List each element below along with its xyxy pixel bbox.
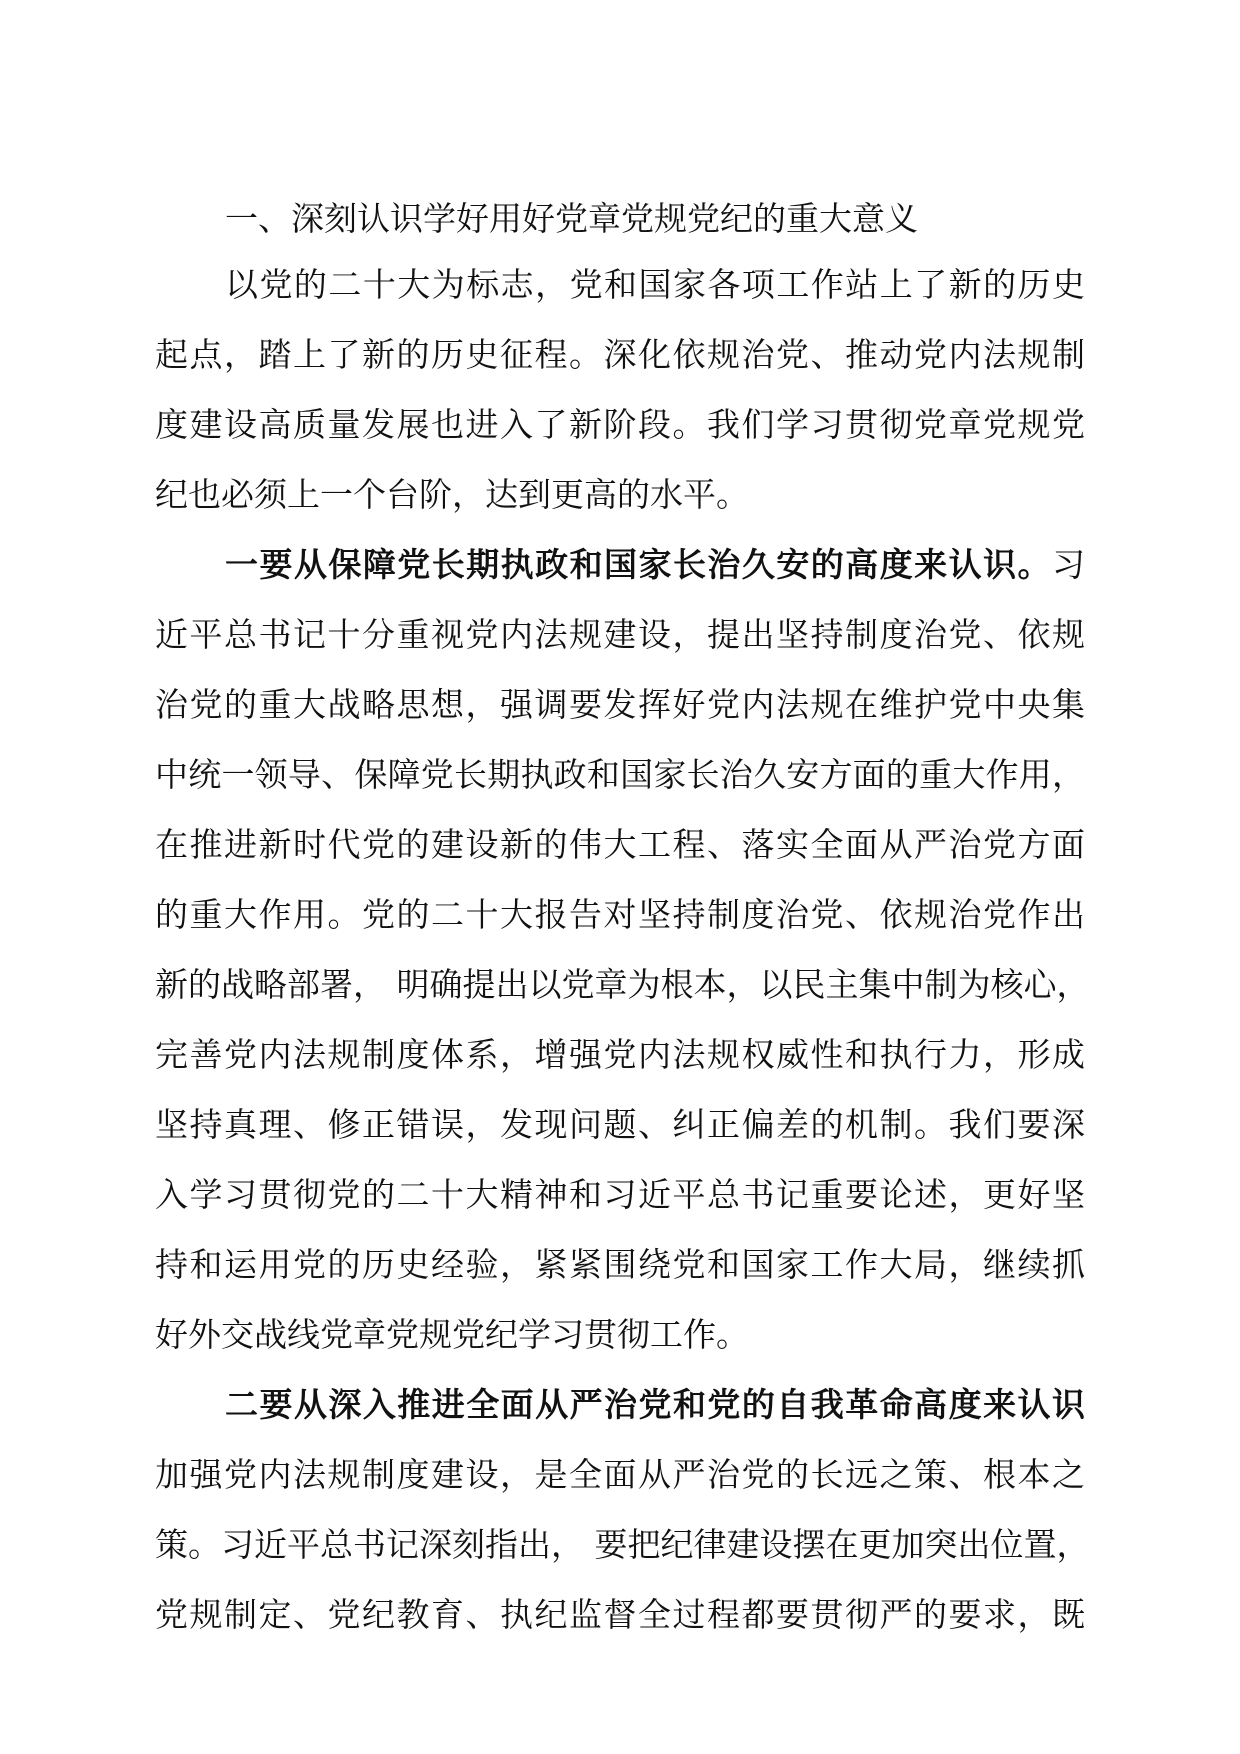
paragraph-line: 入学习贯彻党的二十大精神和习近平总书记重要论述，更好坚	[155, 1175, 1085, 1214]
paragraph-line: 新的战略部署， 明确提出以党章为根本，以民主集中制为核心，	[155, 965, 1090, 1004]
paragraph-line: 起点，踏上了新的历史征程。深化依规治党、推动党内法规制	[155, 335, 1085, 374]
document-body	[155, 188, 1090, 1650]
paragraph-line: 中统一领导、保障党长期执政和国家长治久安方面的重大作用，	[155, 755, 1085, 794]
section-heading: 一、深刻认识学好用好党章党规党纪的重大意义	[225, 199, 918, 238]
paragraph-line: 度建设高质量发展也进入了新阶段。我们学习贯彻党章党规党	[155, 405, 1085, 444]
paragraph-line: 策。习近平总书记深刻指出， 要把纪律建设摆在更加突出位置，	[155, 1525, 1090, 1564]
paragraph-line: 治党的重大战略思想，强调要发挥好党内法规在维护党中央集	[155, 685, 1085, 724]
paragraph-line: 以党的二十大为标志，党和国家各项工作站上了新的历史	[225, 265, 1085, 304]
paragraph-line: 完善党内法规制度体系，增强党内法规权威性和执行力，形成	[155, 1035, 1085, 1074]
paragraph-line: 在推进新时代党的建设新的伟大工程、落实全面从严治党方面	[155, 825, 1085, 864]
paragraph-3	[155, 1370, 1090, 1650]
lead-continuation-text: 习	[1052, 545, 1085, 584]
bold-lead-text: 二要从深入推进全面从严治党和党的自我革命高度来认识	[225, 1385, 1085, 1424]
bold-lead-text: 一要从保障党长期执政和国家长治久安的高度来认识。	[225, 545, 1052, 584]
paragraph-line: 加强党内法规制度建设，是全面从严治党的长远之策、根本之	[155, 1455, 1085, 1494]
paragraph-line: 党规制定、党纪教育、执纪监督全过程都要贯彻严的要求，既	[155, 1595, 1085, 1634]
paragraph-1	[155, 250, 1085, 530]
paragraph-2	[155, 530, 1090, 1370]
paragraph-line: 纪也必须上一个台阶，达到更高的水平。	[155, 475, 749, 514]
paragraph-lead-line	[155, 530, 1085, 600]
paragraph-line: 近平总书记十分重视党内法规建设，提出坚持制度治党、依规	[155, 615, 1085, 654]
paragraph-line: 坚持真理、修正错误，发现问题、纠正偏差的机制。我们要深	[155, 1105, 1085, 1144]
paragraph-line: 的重大作用。党的二十大报告对坚持制度治党、依规治党作出	[155, 895, 1085, 934]
paragraph-line: 好外交战线党章党规党纪学习贯彻工作。	[155, 1315, 749, 1354]
paragraph-line: 持和运用党的历史经验，紧紧围绕党和国家工作大局，继续抓	[155, 1245, 1085, 1284]
